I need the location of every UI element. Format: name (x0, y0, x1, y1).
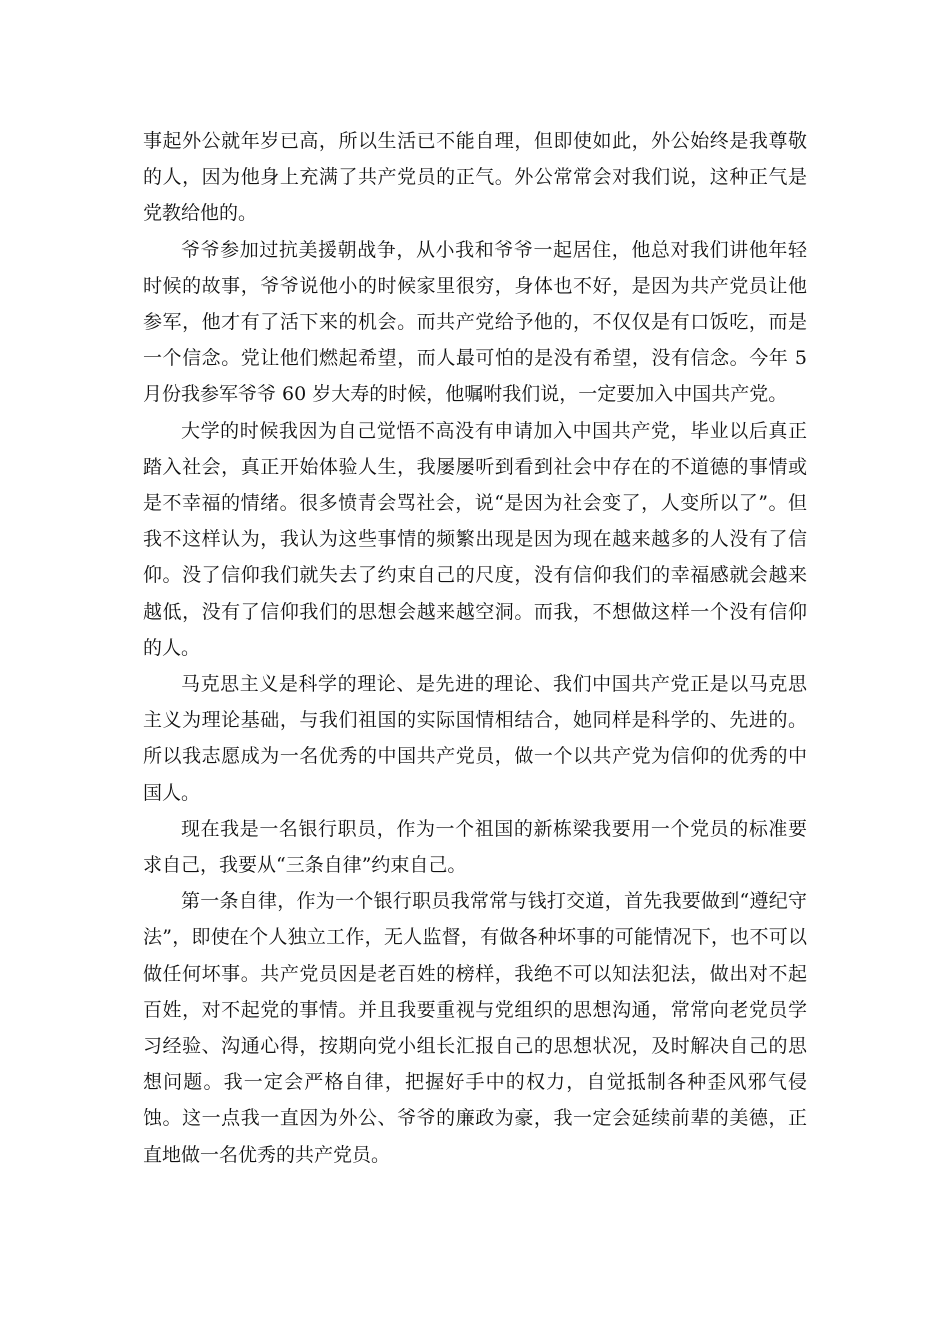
paragraph-5: 现在我是一名银行职员，作为一个祖国的新栋梁我要用一个党员的标准要求自己，我要从“三条自律”约束自己。 (143, 817, 807, 877)
paragraph-3: 大学的时候我因为自己觉悟不高没有申请加入中国共产党，毕业以后真正踏入社会，真正开始体验人生，我屡屡听到看到社会中存在的不道德的事情或是不幸福的情绪。很多愤青会骂社会，说“是因为社会变了，人变所以了”。但我不这样认为，我认为这些事情的频繁出现是因为现在越来越多的人没有了信仰。没了信仰我们就失去了约束自己的尺度，没有信仰我们的幸福感就会越来越低，没有了信仰我们的思想会越来越空洞。而我，不想做这样一个没有信仰的人。 (143, 419, 807, 659)
paragraph-4: 马克思主义是科学的理论、是先进的理论、我们中国共产党正是以马克思主义为理论基础，与我们祖国的实际国情相结合，她同样是科学的、先进的。所以我志愿成为一名优秀的中国共产党员，做一个以共产党为信仰的优秀的中国人。 (143, 673, 807, 804)
paragraph-1: 事起外公就年岁已高，所以生活已不能自理，但即使如此，外公始终是我尊敬的人，因为他身上充满了共产党员的正气。外公常常会对我们说，这种正气是党教给他的。 (143, 130, 807, 225)
paragraph-6: 第一条自律，作为一个银行职员我常常与钱打交道，首先我要做到“遵纪守法”，即使在个人独立工作，无人监督，有做各种坏事的可能情况下，也不可以做任何坏事。共产党员因是老百姓的榜样，我绝不可以知法犯法，做出对不起百姓，对不起党的事情。并且我要重视与党组织的思想沟通，常常向老党员学习经验、沟通心得，按期向党小组长汇报自己的思想状况，及时解决自己的思想问题。我一定会严格自律，把握好手中的权力，自觉抵制各种歪风邪气侵蚀。这一点我一直因为外公、爷爷的廉政为豪，我一定会延续前辈的美德，正直地做一名优秀的共产党员。 (143, 890, 807, 1166)
document-page (143, 123, 807, 1173)
paragraph-2: 爷爷参加过抗美援朝战争，从小我和爷爷一起居住，他总对我们讲他年轻时候的故事，爷爷说他小的时候家里很穷，身体也不好，是因为共产党员让他参军，他才有了活下来的机会。而共产党给予他的，不仅仅是有口饭吃，而是一个信念。党让他们燃起希望，而人最可怕的是没有希望，没有信念。今年 5 月份我参军爷爷 60 岁大寿的时候，他嘱咐我们说，一定要加入中国共产党。 (143, 238, 807, 406)
